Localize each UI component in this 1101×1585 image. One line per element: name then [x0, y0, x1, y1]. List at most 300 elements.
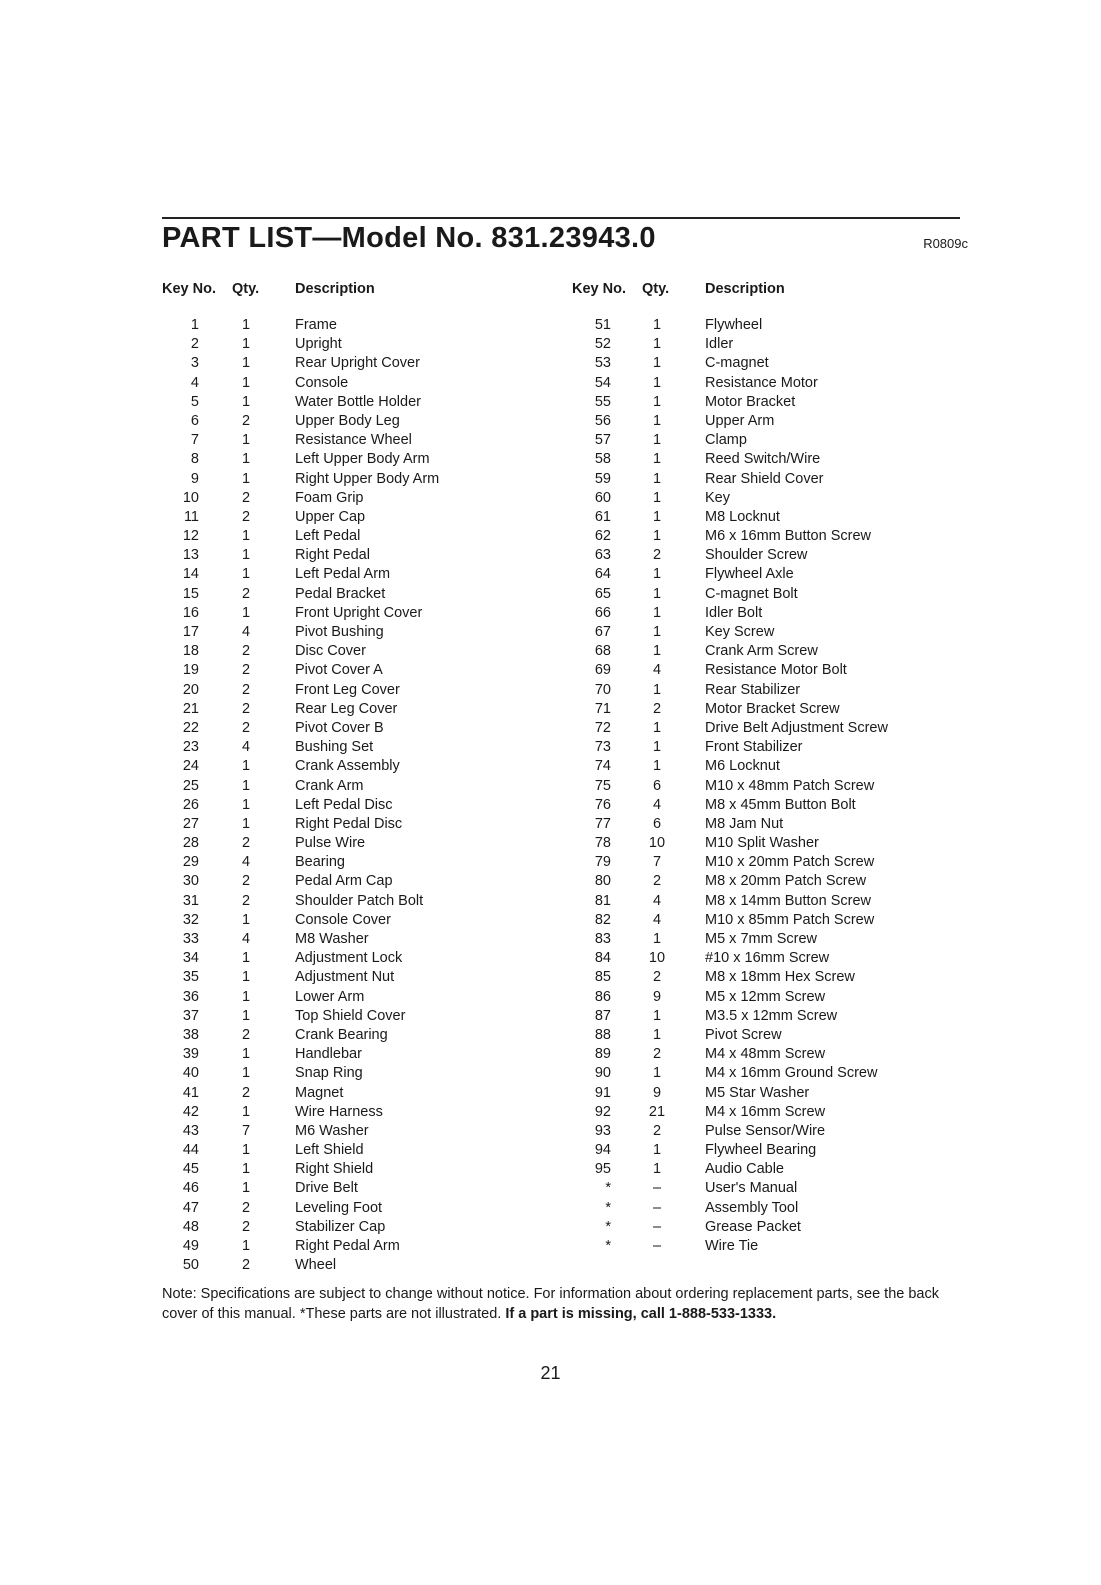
part-quantity: 1 [652, 681, 662, 698]
part-quantity: 1 [241, 777, 251, 794]
part-quantity: 1 [652, 1026, 662, 1043]
part-description: Key Screw [705, 624, 775, 640]
part-description: Idler [705, 336, 734, 353]
part-key-number: 29 [182, 854, 199, 871]
part-description: Adjustment Lock [295, 950, 403, 967]
part-description: M10 x 48mm Patch Screw [705, 777, 875, 794]
part-key-number: 15 [182, 585, 199, 602]
part-key-number: 54 [594, 374, 611, 391]
part-description: M5 Star Washer [705, 1084, 810, 1101]
part-quantity: 1 [241, 1180, 251, 1197]
document-code: R0809c [923, 236, 968, 251]
part-key-number: 92 [594, 1103, 611, 1120]
part-description: Front Stabilizer [705, 739, 803, 756]
footnote-missing-part-phone: If a part is missing, call 1-888-533-1333. [505, 1305, 777, 1322]
part-quantity: 1 [652, 566, 662, 583]
part-description: Console Cover [295, 911, 391, 928]
part-quantity: 1 [652, 585, 662, 602]
part-quantity: 2 [241, 585, 251, 602]
part-quantity: 1 [241, 1007, 251, 1024]
part-key-number: 1 [190, 317, 199, 333]
part-key-number: 22 [182, 719, 199, 736]
part-key-number: 88 [594, 1026, 611, 1043]
part-quantity: 1 [652, 1161, 662, 1178]
part-quantity: 1 [241, 1065, 251, 1082]
part-quantity: 1 [241, 355, 251, 372]
part-key-number: 83 [594, 931, 611, 947]
part-key-number: * [605, 1199, 611, 1216]
footnote-text: Note: Specifications are subject to change without notice. For information about ordering replacement parts, see the back cover of this manual. *These parts are not illustrated. [162, 1286, 939, 1322]
part-key-number: 77 [594, 815, 611, 832]
part-quantity: 1 [652, 508, 662, 525]
part-description: Foam Grip [295, 489, 364, 506]
part-description: Flywheel Bearing [705, 1142, 817, 1159]
part-description: Flywheel [705, 317, 763, 333]
part-quantity: 1 [652, 374, 662, 391]
part-description: Handlebar [295, 1046, 362, 1063]
part-description: M5 x 12mm Screw [705, 988, 826, 1005]
part-description: Right Pedal Arm [295, 1238, 400, 1254]
part-quantity: 10 [648, 835, 666, 852]
part-quantity: 1 [241, 374, 251, 391]
part-description: Console [295, 374, 349, 391]
part-key-number: 45 [182, 1161, 199, 1178]
part-quantity: 1 [652, 643, 662, 660]
part-key-number: 62 [594, 528, 611, 545]
part-key-number: 33 [182, 931, 199, 947]
page-number: 21 [540, 1363, 561, 1383]
part-key-number: 42 [182, 1103, 199, 1120]
part-description: C-magnet [705, 355, 769, 372]
part-quantity: 4 [652, 796, 662, 813]
part-description: Pivot Cover A [295, 662, 383, 679]
part-key-number: 4 [190, 374, 199, 391]
part-key-number: 7 [190, 432, 199, 449]
part-description: Lower Arm [295, 988, 365, 1005]
part-key-number: 82 [594, 911, 611, 928]
part-description: M8 Jam Nut [705, 815, 784, 832]
part-description: Pivot Screw [705, 1026, 782, 1043]
part-key-number: 74 [594, 758, 611, 775]
part-quantity: 1 [652, 432, 662, 449]
part-description: Right Upper Body Arm [295, 470, 440, 487]
right-header-description: Description [705, 281, 785, 297]
part-quantity: 2 [652, 969, 662, 986]
part-key-number: 90 [594, 1065, 611, 1082]
part-key-number: 86 [594, 988, 611, 1005]
part-quantity: 2 [652, 873, 662, 890]
part-description: M8 x 45mm Button Bolt [705, 796, 856, 813]
part-description: Shoulder Screw [705, 547, 808, 564]
part-key-number: 41 [182, 1084, 199, 1101]
part-key-number: 37 [182, 1007, 199, 1024]
part-quantity: 1 [241, 393, 251, 410]
part-key-number: 71 [594, 700, 611, 717]
part-key-number: 60 [594, 489, 611, 506]
part-quantity: 1 [652, 719, 662, 736]
part-quantity: 2 [652, 547, 662, 564]
part-quantity: 2 [241, 1257, 251, 1274]
part-quantity: 10 [648, 950, 666, 967]
part-quantity: 1 [241, 1238, 251, 1254]
part-quantity: 2 [652, 1046, 662, 1063]
part-description: M5 x 7mm Screw [705, 931, 817, 947]
part-quantity: 2 [241, 643, 251, 660]
part-quantity: 1 [241, 1142, 251, 1159]
part-quantity: 2 [241, 835, 251, 852]
part-key-number: 79 [594, 854, 611, 871]
part-key-number: 72 [594, 719, 611, 736]
part-description: M4 x 48mm Screw [705, 1046, 826, 1063]
part-quantity: 2 [241, 719, 251, 736]
part-quantity: 4 [652, 892, 662, 909]
part-quantity: 1 [652, 528, 662, 545]
part-key-number: 70 [594, 681, 611, 698]
part-quantity: 1 [241, 470, 251, 487]
part-description: Shoulder Patch Bolt [295, 892, 424, 909]
part-quantity: 1 [652, 758, 662, 775]
part-key-number: 68 [594, 643, 611, 660]
right-header-qty: Qty. [642, 281, 670, 297]
part-description: Left Upper Body Arm [295, 451, 430, 468]
part-key-number: 16 [182, 604, 199, 621]
part-description: Flywheel Axle [705, 566, 794, 583]
part-quantity: 1 [241, 604, 251, 621]
part-quantity: 4 [241, 854, 251, 871]
part-quantity: – [652, 1180, 662, 1197]
part-quantity: 2 [241, 873, 251, 890]
part-quantity: 1 [241, 317, 251, 333]
part-quantity: 2 [241, 1026, 251, 1043]
part-description: Left Pedal Disc [295, 796, 393, 813]
part-description: Bushing Set [295, 739, 374, 756]
part-quantity: 1 [652, 931, 662, 947]
part-description: Frame [295, 317, 337, 333]
part-description: Grease Packet [705, 1218, 801, 1235]
part-quantity: 1 [241, 1161, 251, 1178]
part-description: Pivot Cover B [295, 719, 384, 736]
part-description: Pulse Wire [295, 835, 366, 852]
part-key-number: 91 [594, 1084, 611, 1101]
part-key-number: 18 [182, 643, 199, 660]
part-quantity: 2 [241, 412, 251, 429]
part-key-number: 11 [183, 508, 199, 525]
part-quantity: 1 [241, 432, 251, 449]
part-description: Rear Shield Cover [705, 470, 824, 487]
part-key-number: 44 [182, 1142, 199, 1159]
part-key-number: 64 [594, 566, 611, 583]
part-description: M6 x 16mm Button Screw [705, 528, 871, 545]
part-description: Audio Cable [705, 1161, 784, 1178]
part-key-number: 67 [594, 624, 611, 640]
part-description: M10 x 85mm Patch Screw [705, 911, 875, 928]
part-quantity: 4 [652, 662, 662, 679]
part-quantity: 1 [241, 451, 251, 468]
part-key-number: 78 [594, 835, 611, 852]
part-quantity: 21 [648, 1103, 666, 1120]
part-key-number: 51 [594, 317, 611, 333]
part-key-number: 21 [182, 700, 199, 717]
part-key-number: 27 [182, 815, 199, 832]
part-quantity: 2 [241, 700, 251, 717]
part-description: Pedal Bracket [295, 585, 386, 602]
part-key-number: 32 [182, 911, 199, 928]
part-description: Left Pedal Arm [295, 566, 391, 583]
part-key-number: 50 [182, 1257, 199, 1274]
part-quantity: 1 [241, 1103, 251, 1120]
part-key-number: 94 [594, 1142, 611, 1159]
part-quantity: 6 [652, 777, 662, 794]
part-description: Crank Bearing [295, 1026, 388, 1043]
part-key-number: 35 [182, 969, 199, 986]
part-quantity: 1 [652, 739, 662, 756]
part-key-number: 87 [594, 1007, 611, 1024]
part-description: Snap Ring [295, 1065, 363, 1082]
header-rule [162, 217, 960, 219]
part-key-number: 61 [594, 508, 611, 525]
part-key-number: 65 [594, 585, 611, 602]
part-key-number: 48 [182, 1218, 199, 1235]
part-key-number: 2 [190, 336, 199, 353]
part-quantity: 1 [652, 604, 662, 621]
part-key-number: 28 [182, 835, 199, 852]
part-key-number: 69 [594, 662, 611, 679]
part-key-number: 63 [594, 547, 611, 564]
part-description: Rear Upright Cover [295, 355, 420, 372]
part-quantity: 4 [241, 931, 251, 947]
part-quantity: 1 [652, 624, 662, 640]
left-header-key: Key No. [162, 281, 216, 297]
part-quantity: – [652, 1238, 662, 1254]
part-quantity: 1 [241, 758, 251, 775]
part-key-number: 55 [594, 393, 611, 410]
part-description: M8 Washer [295, 931, 369, 947]
part-description: Magnet [295, 1084, 344, 1101]
part-quantity: 1 [652, 393, 662, 410]
part-description: Idler Bolt [705, 604, 763, 621]
part-quantity: 9 [652, 1084, 662, 1101]
part-key-number: 6 [190, 412, 199, 429]
part-quantity: 6 [652, 815, 662, 832]
part-key-number: 23 [182, 739, 199, 756]
part-quantity: 1 [241, 988, 251, 1005]
part-key-number: 19 [182, 662, 199, 679]
part-quantity: 1 [241, 336, 251, 353]
part-description: Left Shield [295, 1142, 364, 1159]
part-quantity: 2 [652, 700, 662, 717]
part-description: Front Upright Cover [295, 604, 423, 621]
part-quantity: 2 [241, 1084, 251, 1101]
part-description: Upper Arm [705, 412, 775, 429]
part-key-number: 75 [594, 777, 611, 794]
part-description: Upper Cap [295, 508, 366, 525]
part-description: Stabilizer Cap [295, 1218, 386, 1235]
part-description: Rear Leg Cover [295, 700, 398, 717]
part-quantity: 1 [652, 1007, 662, 1024]
part-description: Resistance Motor Bolt [705, 662, 847, 679]
part-description: Bearing [295, 854, 345, 871]
part-description: Resistance Wheel [295, 432, 412, 449]
part-description: Motor Bracket Screw [705, 700, 840, 717]
part-key-number: 43 [182, 1122, 199, 1139]
part-description: Upper Body Leg [295, 412, 400, 429]
part-description: Pivot Bushing [295, 624, 384, 640]
part-key-number: 58 [594, 451, 611, 468]
part-key-number: 17 [182, 624, 199, 640]
part-description: Motor Bracket [705, 393, 796, 410]
part-description: #10 x 16mm Screw [705, 950, 830, 967]
part-quantity: 1 [652, 489, 662, 506]
part-key-number: 47 [182, 1199, 199, 1216]
part-quantity: – [652, 1199, 662, 1216]
part-description: M10 Split Washer [705, 835, 819, 852]
part-key-number: 49 [182, 1238, 199, 1254]
part-quantity: 4 [241, 739, 251, 756]
part-description: M6 Washer [295, 1122, 369, 1139]
part-key-number: 13 [182, 547, 199, 564]
part-quantity: 1 [652, 317, 662, 333]
footnote [162, 1285, 962, 1324]
part-description: Wire Harness [295, 1103, 383, 1120]
part-quantity: – [652, 1218, 662, 1235]
part-quantity: 1 [652, 412, 662, 429]
part-description: Crank Arm [295, 777, 364, 794]
part-quantity: 2 [241, 1199, 251, 1216]
part-description: User's Manual [705, 1180, 798, 1197]
part-description: Front Leg Cover [295, 681, 400, 698]
part-key-number: 24 [182, 758, 199, 775]
part-key-number: * [605, 1180, 611, 1197]
part-key-number: 39 [182, 1046, 199, 1063]
part-quantity: 4 [241, 624, 251, 640]
part-key-number: 36 [182, 988, 199, 1005]
part-quantity: 2 [241, 681, 251, 698]
part-quantity: 1 [652, 355, 662, 372]
part-quantity: 1 [652, 1142, 662, 1159]
part-description: M6 Locknut [705, 758, 780, 775]
part-quantity: 7 [241, 1122, 251, 1139]
part-description: Right Pedal Disc [295, 815, 403, 832]
part-quantity: 1 [652, 336, 662, 353]
part-description: Wheel [295, 1257, 337, 1274]
part-key-number: 73 [594, 739, 611, 756]
part-key-number: 40 [182, 1065, 199, 1082]
part-quantity: 2 [241, 892, 251, 909]
part-description: C-magnet Bolt [705, 585, 798, 602]
part-quantity: 2 [241, 508, 251, 525]
part-description: Leveling Foot [295, 1199, 383, 1216]
part-key-number: 52 [594, 336, 611, 353]
part-key-number: 93 [594, 1122, 611, 1139]
part-key-number: 80 [594, 873, 611, 890]
part-description: Water Bottle Holder [295, 393, 421, 410]
part-key-number: 25 [182, 777, 199, 794]
part-key-number: 89 [594, 1046, 611, 1063]
part-description: Top Shield Cover [295, 1007, 406, 1024]
part-key-number: 81 [594, 892, 611, 909]
part-description: M4 x 16mm Ground Screw [705, 1065, 878, 1082]
part-description: Reed Switch/Wire [705, 451, 821, 468]
part-description: Drive Belt [295, 1180, 358, 1197]
part-description: Wire Tie [705, 1238, 759, 1254]
part-quantity: 1 [241, 796, 251, 813]
part-key-number: 10 [182, 489, 199, 506]
part-key-number: 20 [182, 681, 199, 698]
part-quantity: 2 [241, 1218, 251, 1235]
part-quantity: 1 [241, 547, 251, 564]
part-quantity: 1 [241, 566, 251, 583]
part-quantity: 1 [652, 470, 662, 487]
part-description: Pulse Sensor/Wire [705, 1122, 826, 1139]
part-key-number: * [605, 1238, 611, 1254]
part-key-number: 66 [594, 604, 611, 621]
part-description: Right Shield [295, 1161, 374, 1178]
part-key-number: 95 [594, 1161, 611, 1178]
part-key-number: 26 [182, 796, 199, 813]
left-header-qty: Qty. [232, 281, 260, 297]
part-description: Crank Arm Screw [705, 643, 818, 660]
part-key-number: 3 [190, 355, 199, 372]
part-description: Right Pedal [295, 547, 370, 564]
part-quantity: 7 [652, 854, 662, 871]
part-description: M4 x 16mm Screw [705, 1103, 826, 1120]
part-key-number: 85 [594, 969, 611, 986]
part-quantity: 1 [241, 1046, 251, 1063]
part-description: Adjustment Nut [295, 969, 395, 986]
part-quantity: 2 [652, 1122, 662, 1139]
part-key-number: 31 [182, 892, 199, 909]
part-description: Clamp [705, 432, 747, 449]
part-key-number: 53 [594, 355, 611, 372]
part-quantity: 2 [241, 662, 251, 679]
part-key-number: 30 [182, 873, 199, 890]
part-description: Left Pedal [295, 528, 361, 545]
part-key-number: * [605, 1218, 611, 1235]
part-key-number: 59 [594, 470, 611, 487]
part-key-number: 34 [182, 950, 199, 967]
part-description: M8 x 20mm Patch Screw [705, 873, 867, 890]
part-description: Resistance Motor [705, 374, 818, 391]
part-description: Drive Belt Adjustment Screw [705, 719, 888, 736]
part-key-number: 38 [182, 1026, 199, 1043]
part-description: Rear Stabilizer [705, 681, 801, 698]
part-quantity: 2 [241, 489, 251, 506]
page-title: PART LIST—Model No. 831.23943.0 [162, 222, 656, 254]
part-key-number: 84 [594, 950, 611, 967]
right-header-key: Key No. [572, 281, 626, 297]
part-description: Key [705, 489, 730, 506]
part-key-number: 8 [190, 451, 199, 468]
part-description: M8 x 14mm Button Screw [705, 892, 871, 909]
part-quantity: 1 [241, 911, 251, 928]
part-description: Pedal Arm Cap [295, 873, 393, 890]
part-quantity: 9 [652, 988, 662, 1005]
part-key-number: 56 [594, 412, 611, 429]
part-key-number: 12 [182, 528, 199, 545]
part-key-number: 14 [182, 566, 199, 583]
part-description: M10 x 20mm Patch Screw [705, 854, 875, 871]
part-description: Crank Assembly [295, 758, 400, 775]
part-description: M8 x 18mm Hex Screw [705, 969, 855, 986]
part-key-number: 76 [594, 796, 611, 813]
part-description: Assembly Tool [705, 1199, 799, 1216]
part-description: Disc Cover [295, 643, 366, 660]
part-description: M3.5 x 12mm Screw [705, 1007, 838, 1024]
part-quantity: 4 [652, 911, 662, 928]
part-quantity: 1 [241, 969, 251, 986]
part-key-number: 9 [190, 470, 199, 487]
part-quantity: 1 [652, 451, 662, 468]
